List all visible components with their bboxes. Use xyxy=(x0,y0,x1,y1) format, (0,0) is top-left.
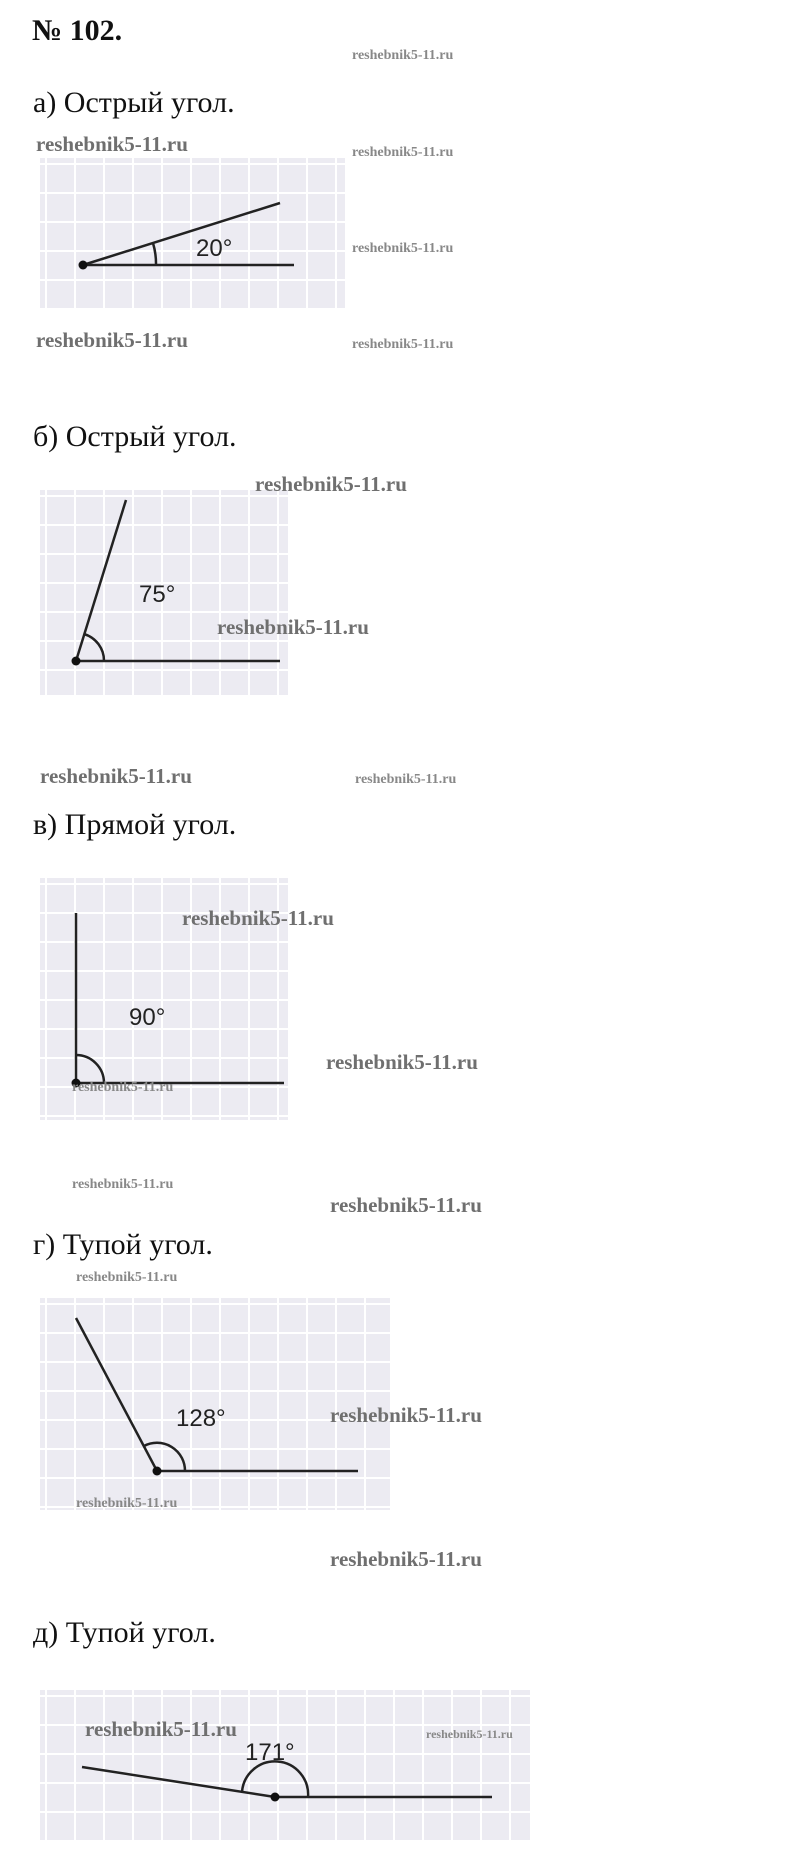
angle-arc xyxy=(84,634,104,661)
angle-side xyxy=(83,203,280,265)
problem-number: № 102. xyxy=(32,14,123,47)
angle-arc xyxy=(242,1761,308,1797)
watermark: reshebnik5-11.ru xyxy=(36,328,188,352)
figure-b xyxy=(40,490,288,695)
angle-arc xyxy=(76,1055,104,1083)
watermark: reshebnik5-11.ru xyxy=(36,132,188,156)
watermark: reshebnik5-11.ru xyxy=(85,1717,237,1741)
watermark: reshebnik5-11.ru xyxy=(352,241,454,256)
watermark: reshebnik5-11.ru xyxy=(76,1270,178,1285)
figure-d-svg xyxy=(40,1690,530,1840)
vertex-dot xyxy=(72,657,81,666)
watermark: reshebnik5-11.ru xyxy=(72,1177,174,1192)
svg-text:171°: 171° xyxy=(245,1739,295,1766)
watermark: reshebnik5-11.ru xyxy=(352,145,454,160)
angle-arc xyxy=(153,243,156,265)
figure-a xyxy=(40,158,345,308)
watermark: reshebnik5-11.ru xyxy=(352,48,454,63)
vertex-dot xyxy=(79,261,88,270)
watermark: reshebnik5-11.ru xyxy=(217,615,369,639)
svg-text:75°: 75° xyxy=(139,581,176,608)
item-d-label: д) Тупой угол. xyxy=(33,1616,216,1649)
watermark: reshebnik5-11.ru xyxy=(355,772,457,787)
item-b-label: б) Острый угол. xyxy=(33,420,237,453)
item-g-label: г) Тупой угол. xyxy=(33,1228,213,1261)
angle-value: 171 xyxy=(245,1739,286,1766)
watermark: reshebnik5-11.ru xyxy=(330,1193,482,1217)
angle-value: 90 xyxy=(129,1004,156,1031)
figure-d xyxy=(40,1690,530,1840)
watermark: reshebnik5-11.ru xyxy=(40,764,192,788)
watermark: reshebnik5-11.ru xyxy=(255,472,407,496)
vertex-dot xyxy=(271,1793,280,1802)
svg-text:90°: 90° xyxy=(129,1004,166,1031)
svg-text:128°: 128° xyxy=(176,1405,226,1432)
figure-a-svg xyxy=(40,158,345,308)
watermark: reshebnik5-11.ru xyxy=(330,1547,482,1571)
watermark: reshebnik5-11.ru xyxy=(182,906,334,930)
angle-value: 75 xyxy=(139,581,166,608)
item-a-label: а) Острый угол. xyxy=(33,86,235,119)
vertex-dot xyxy=(153,1467,162,1476)
item-v-label: в) Прямой угол. xyxy=(33,808,237,841)
angle-value: 20 xyxy=(196,235,223,262)
watermark: reshebnik5-11.ru xyxy=(76,1496,178,1511)
svg-text:20°: 20° xyxy=(196,235,233,262)
figure-b-svg xyxy=(40,490,288,695)
grid xyxy=(40,158,345,308)
watermark: reshebnik5-11.ru xyxy=(352,337,454,352)
watermark: reshebnik5-11.ru xyxy=(326,1050,478,1074)
angle-value: 128 xyxy=(176,1405,217,1432)
watermark: reshebnik5-11.ru xyxy=(330,1403,482,1427)
watermark: reshebnik5-11.ru xyxy=(426,1727,513,1741)
watermark: reshebnik5-11.ru xyxy=(72,1080,174,1095)
